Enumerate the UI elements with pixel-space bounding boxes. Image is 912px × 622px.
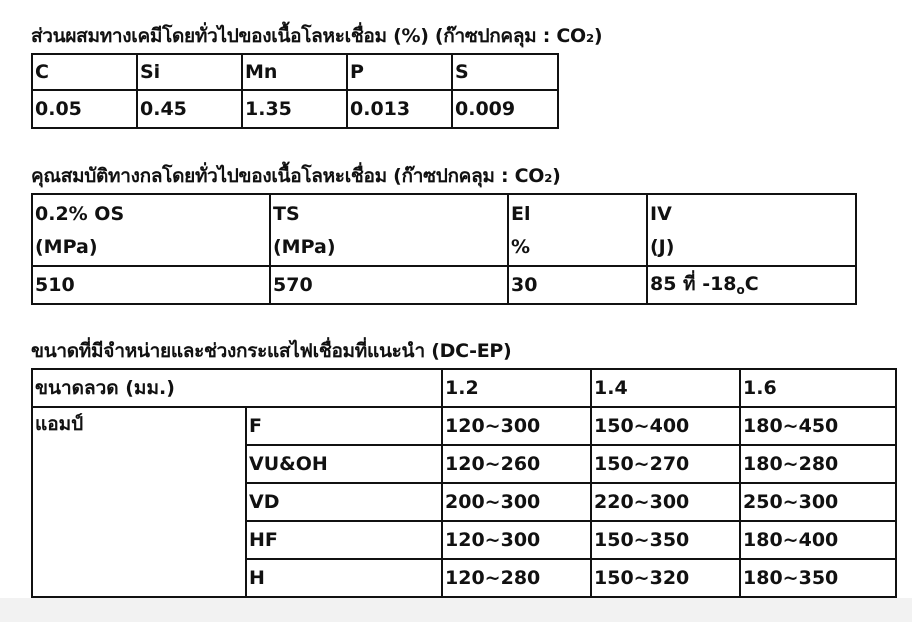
header-cell [270, 194, 508, 266]
current-range-cell: 150~400 [591, 407, 740, 445]
position-cell: VD [246, 483, 442, 521]
header-cell: Mn [242, 54, 347, 90]
current-range-cell: 120~260 [442, 445, 591, 483]
current-range-cell: 200~300 [442, 483, 591, 521]
current-range-cell: 220~300 [591, 483, 740, 521]
table-row [32, 266, 856, 304]
header-label: 0.2% OS [35, 202, 125, 225]
position-cell: F [246, 407, 442, 445]
degree-symbol: o [736, 283, 745, 297]
header-cell: P [347, 54, 452, 90]
table-header-row [32, 54, 558, 90]
header-cell [32, 194, 270, 266]
header-label: TS [273, 202, 300, 225]
wire-size-cell: 1.6 [740, 369, 896, 407]
current-range-cell: 180~400 [740, 521, 896, 559]
value-cell: 510 [32, 266, 270, 304]
chemical-composition-heading: ส่วนผสมทางเคมีโดยทั่วไปของเนื้อโลหะเชื่อม (%) (ก๊าซปกคลุม : CO₂) [31, 25, 603, 47]
position-cell: HF [246, 521, 442, 559]
value-cell [647, 266, 856, 304]
current-range-cell: 180~350 [740, 559, 896, 597]
current-range-cell: 150~350 [591, 521, 740, 559]
iv-value: 85 ที่ -18 [650, 273, 737, 295]
current-range-cell: 250~300 [740, 483, 896, 521]
wire-size-cell: 1.2 [442, 369, 591, 407]
header-unit: (J) [650, 235, 675, 258]
current-range-cell: 120~300 [442, 521, 591, 559]
header-unit: (MPa) [35, 235, 98, 258]
value-cell: 30 [508, 266, 647, 304]
table-header-row [32, 194, 856, 266]
celsius-unit: C [744, 273, 759, 295]
welding-current-heading: ขนาดที่มีจำหน่ายและช่วงกระแสไฟเชื่อมที่แนะนำ (DC-EP) [31, 340, 512, 362]
header-label: IV [650, 202, 672, 225]
header-cell: C [32, 54, 137, 90]
table-header-row [32, 369, 896, 407]
mechanical-properties-heading: คุณสมบัติทางกลโดยทั่วไปของเนื้อโลหะเชื่อม (ก๊าซปกคลุม : CO₂) [31, 165, 561, 187]
current-range-cell: 150~320 [591, 559, 740, 597]
value-cell: 0.013 [347, 90, 452, 128]
header-cell: Si [137, 54, 242, 90]
header-unit: % [511, 235, 531, 258]
wire-size-label: ขนาดลวด (มม.) [32, 369, 442, 407]
current-range-cell: 180~280 [740, 445, 896, 483]
wire-size-cell: 1.4 [591, 369, 740, 407]
current-range-cell: 120~300 [442, 407, 591, 445]
current-range-cell: 120~280 [442, 559, 591, 597]
table-row [32, 407, 896, 445]
header-cell [508, 194, 647, 266]
header-unit: (MPa) [273, 235, 336, 258]
chemical-composition-table [31, 53, 559, 129]
header-label: El [511, 202, 531, 225]
header-cell [647, 194, 856, 266]
value-cell: 0.009 [452, 90, 558, 128]
value-cell: 0.45 [137, 90, 242, 128]
position-cell: H [246, 559, 442, 597]
value-cell: 1.35 [242, 90, 347, 128]
table-row [32, 90, 558, 128]
welding-current-table [31, 368, 897, 598]
ampere-label: แอมป์ [32, 407, 246, 597]
position-cell: VU&OH [246, 445, 442, 483]
value-cell: 0.05 [32, 90, 137, 128]
mechanical-properties-table [31, 193, 857, 305]
current-range-cell: 150~270 [591, 445, 740, 483]
current-range-cell: 180~450 [740, 407, 896, 445]
page-bottom-band [0, 598, 912, 622]
value-cell: 570 [270, 266, 508, 304]
header-cell: S [452, 54, 558, 90]
